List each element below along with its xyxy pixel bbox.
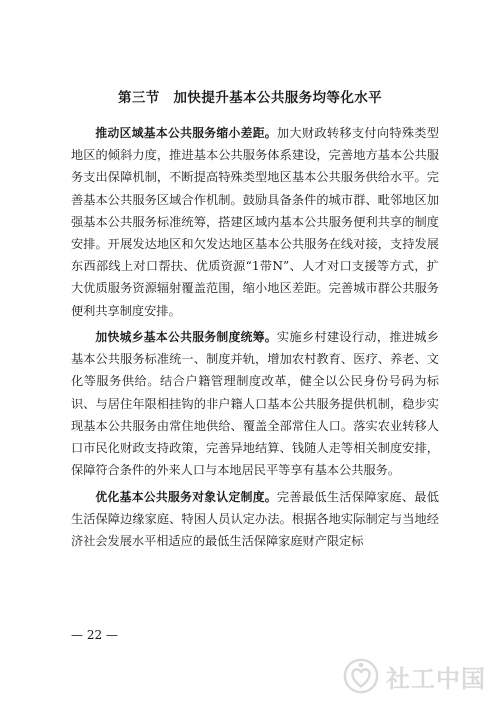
paragraph-body: 完善最低生活保障家庭、最低生活保障边缘家庭、特困人员认定办法。根据各地实际制定与当地经济社会发展水平相适应的最低生活保障家庭财产限定标 bbox=[71, 489, 439, 549]
paragraph-lead: 推动区域基本公共服务缩小差距。 bbox=[95, 126, 277, 140]
paragraph-body: 实施乡村建设行动，推进城乡基本公共服务标准统一、制度并轨，增加农村教育、医疗、养老、文化等服务供给。结合户籍管理制度改革，健全以公民身份号码为标识、与居住年限相挂钩的非户籍人口基本公共服务提供机制，稳步实现基本公共服务由常住地供给、覆盖全部常住人口。落实农业转移人口市民化财政支持政策，完善异地结算、钱随人走等相关制度安排，保障符合条件的外来人口与本地居民平等享有基本公共服务。 bbox=[71, 330, 439, 478]
paragraph-lead: 加快城乡基本公共服务制度统筹。 bbox=[95, 330, 277, 345]
paragraph-urban-rural-services bbox=[71, 326, 439, 481]
paragraph-body: 加大财政转移支付向特殊类型地区的倾斜力度，推进基本公共服务体系建设，完善地方基本公共服务支出保障机制，不断提高特殊类型地区基本公共服务供给水平。完善基本公共服务区域合作机制。鼓励具备条件的城市群、毗邻地区加强基本公共服务标准统筹，搭建区域内基本公共服务便利共享的制度安排。开展发达地区和欠发达地区基本公共服务在线对接，支持发展东西部线上对口帮扶、优质资源“1带N”、人才对口支援等方式，扩大优质服务资源辐射覆盖范围，缩小地区差距。完善城市群公共服务便利共享制度安排。 bbox=[71, 126, 439, 318]
page-number: — 22 — bbox=[71, 628, 118, 642]
paragraph-lead: 优化基本公共服务对象认定制度。 bbox=[95, 489, 277, 504]
social-work-heart-logo-icon bbox=[342, 657, 380, 695]
watermark bbox=[342, 657, 486, 695]
paragraph-regional-services bbox=[71, 122, 439, 322]
watermark-text: 社工中国 bbox=[386, 664, 486, 693]
paragraph-service-eligibility bbox=[71, 486, 439, 553]
body-text bbox=[71, 122, 439, 552]
section-title: 第三节 加快提升基本公共服务均等化水平 bbox=[117, 90, 383, 106]
